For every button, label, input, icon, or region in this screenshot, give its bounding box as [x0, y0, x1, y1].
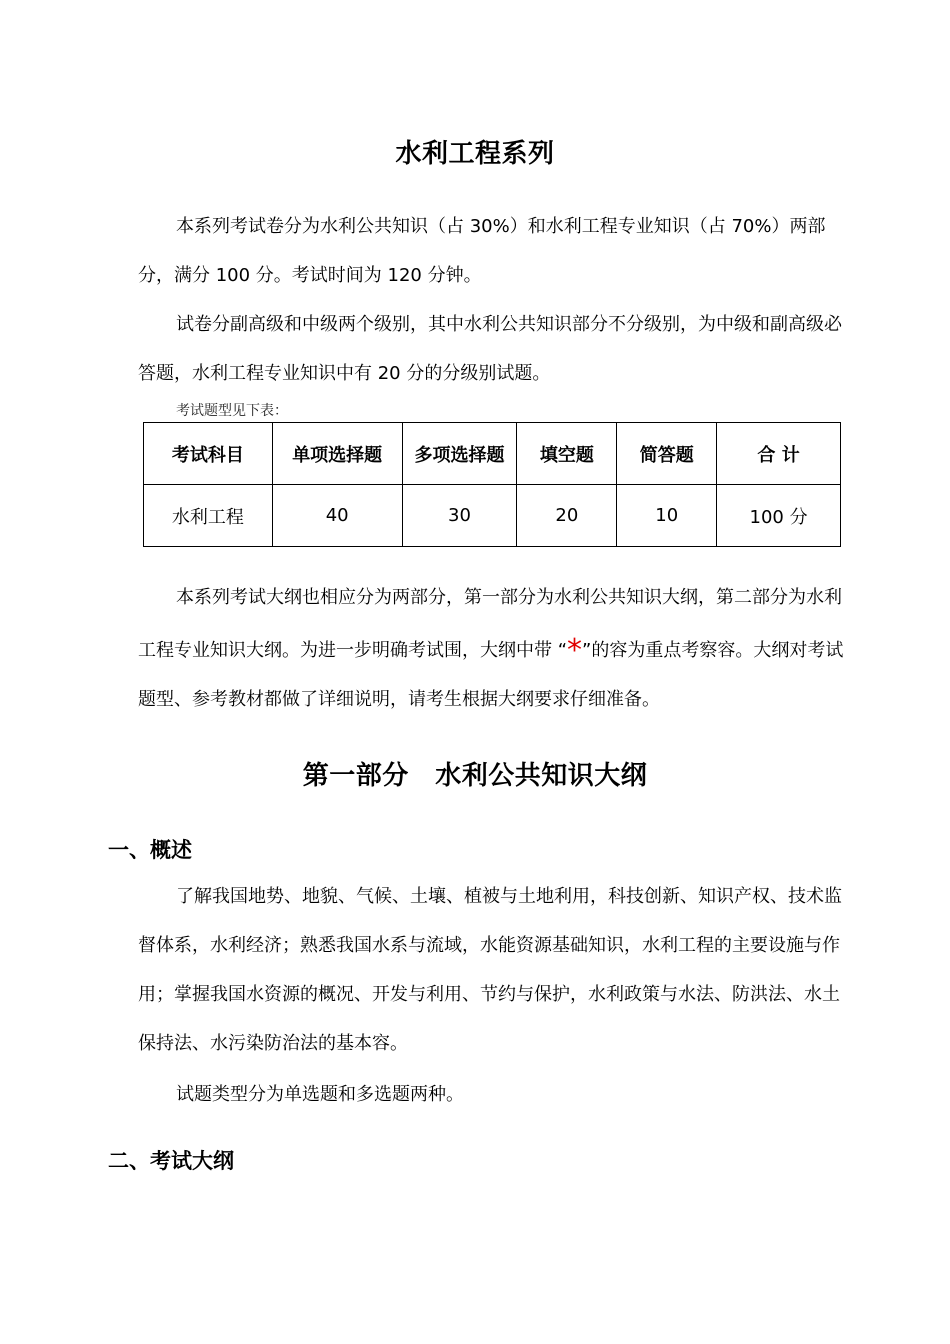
table-caption: 考试题型见下表： [176, 403, 288, 419]
table-cell: 100 分 [717, 485, 841, 547]
table-cell: 40 [272, 485, 402, 547]
table-cell: 10 [617, 485, 717, 547]
table-header-cell: 简答题 [617, 423, 717, 485]
section-heading-overview: 一、概述 [108, 838, 192, 862]
table-header-cell: 多项选择题 [402, 423, 517, 485]
exam-type-table [143, 422, 841, 547]
table-cell: 30 [402, 485, 517, 547]
outline-paragraph [138, 573, 850, 724]
document-title: 水利工程系列 [395, 139, 555, 169]
table-header-cell: 合 计 [717, 423, 841, 485]
table-header-cell: 填空题 [517, 423, 617, 485]
outline-text-after: ”的容为重点考察容。大纲对考试题型、参考教材都做了详细说明，请考生根据大纲要求仔细准备。 [138, 640, 844, 710]
table-row [144, 485, 841, 547]
intro-paragraph-2: 试卷分副高级和中级两个级别，其中水利公共知识部分不分级别，为中级和副高级必答题，水利工程专业知识中有 20 分的分级别试题。 [138, 314, 842, 384]
section-heading-exam-outline: 二、考试大纲 [108, 1149, 234, 1173]
table-cell: 20 [517, 485, 617, 547]
intro-paragraph-1: 本系列考试卷分为水利公共知识（占 30%）和水利工程专业知识（占 70%）两部分，满分 100 分。考试时间为 120 分钟。 [138, 216, 826, 286]
question-types-paragraph: 试题类型分为单选题和多选题两种。 [176, 1084, 464, 1105]
table-cell: 水利工程 [144, 485, 273, 547]
table-header-cell: 考试科目 [144, 423, 273, 485]
table-header-cell: 单项选择题 [272, 423, 402, 485]
part-one-title: 第一部分 水利公共知识大纲 [302, 761, 648, 791]
overview-paragraph: 了解我国地势、地貌、气候、土壤、植被与土地利用，科技创新、知识产权、技术监督体系，水利经济；熟悉我国水系与流域，水能资源基础知识，水利工程的主要设施与作用；掌握我国水资源的概况、开发与利用、节约与保护，水利政策与水法、防洪法、水土保持法、水污染防治法的基本容。 [138, 886, 842, 1054]
table-header-row [144, 423, 841, 485]
outline-text-before: 本系列考试大纲也相应分为两部分，第一部分为水利公共知识大纲，第二部分为水利工程专业知识大纲。为进一步明确考试围，大纲中带 “ [138, 587, 842, 661]
key-point-star-marker: * [567, 633, 583, 668]
